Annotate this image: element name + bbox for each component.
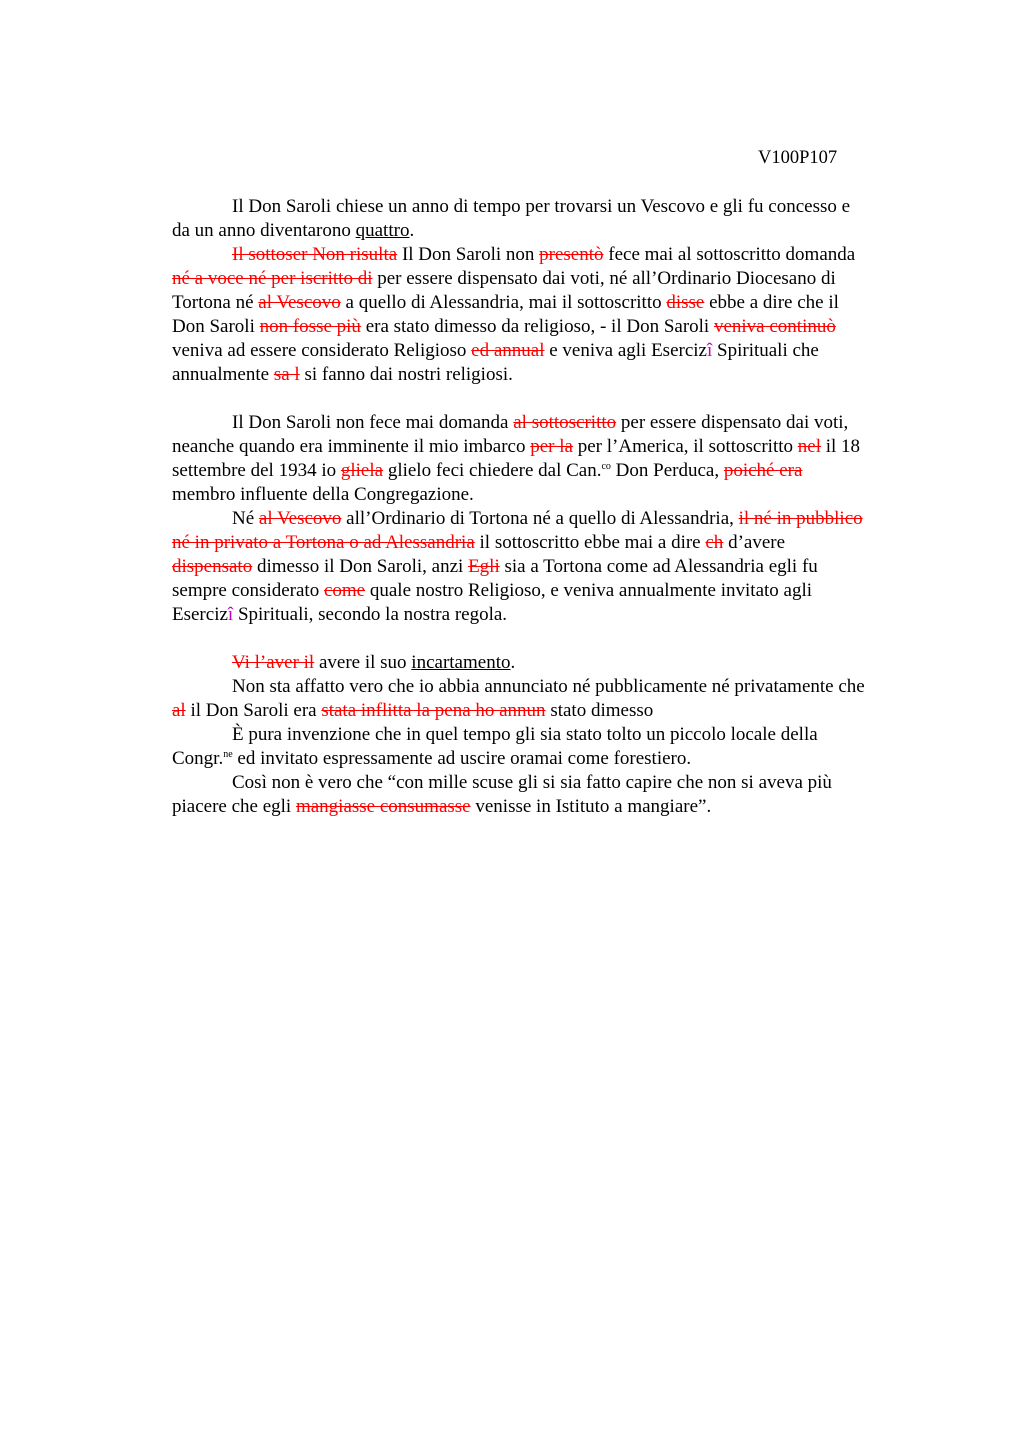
struck-out-text: presentò <box>539 244 604 265</box>
text-segment: per essere dispensato dai voti, né all’Ordinario Diocesano di <box>372 268 836 289</box>
text-line <box>172 459 932 483</box>
text-line <box>172 795 932 819</box>
text-line <box>172 675 932 699</box>
text-segment: stato dimesso <box>545 700 654 721</box>
struck-out-text: nel <box>797 436 821 457</box>
text-line <box>172 747 932 771</box>
text-segment: Non sta affatto vero che io abbia annunciato né pubblicamente né privatamente che <box>232 676 865 697</box>
text-line <box>172 483 932 507</box>
struck-out-text: al <box>172 700 186 721</box>
text-segment: Né <box>232 508 259 529</box>
text-segment: piacere che egli <box>172 796 296 817</box>
text-segment: glielo feci chiedere dal Can. <box>383 460 602 481</box>
text-segment: ed invitato espressamente ad uscire oramai come forestiero. <box>232 748 692 769</box>
struck-out-text: mangiasse consumasse <box>295 796 471 817</box>
struck-out-text: non fosse più <box>259 316 361 337</box>
text-segment: Don Perduca, <box>610 460 724 481</box>
struck-out-text: ch <box>705 532 724 553</box>
text-segment: da un anno diventarono <box>172 220 356 241</box>
text-segment: per essere dispensato dai voti, <box>616 412 849 433</box>
paragraph-spacer <box>172 627 932 651</box>
text-segment: ebbe a dire che il <box>704 292 839 313</box>
superscript-abbreviation: co <box>601 461 611 472</box>
text-line <box>172 435 932 459</box>
struck-out-text: come <box>323 580 366 601</box>
struck-out-text: Egli <box>468 556 500 577</box>
text-line <box>172 771 932 795</box>
text-line <box>172 219 932 243</box>
text-line <box>172 243 932 267</box>
struck-out-text: Il sottoser Non risulta <box>232 244 398 265</box>
text-segment: Il Don Saroli non <box>397 244 540 265</box>
struck-out-text: stata inflitta la pena ho annun <box>321 700 546 721</box>
text-line <box>172 267 932 291</box>
text-segment: e veniva agli Esercizî Spirituali che <box>544 340 819 361</box>
text-segment: Il Don Saroli non fece mai domanda <box>232 412 514 433</box>
text-line <box>172 723 932 747</box>
underlined-text: quattro <box>355 220 410 241</box>
text-line <box>172 363 932 387</box>
text-segment: Don Saroli <box>172 316 260 337</box>
page-identifier: V100P107 <box>758 148 838 168</box>
text-segment: dimesso il Don Saroli, anzi <box>252 556 469 577</box>
struck-out-text: né a voce né per iscritto di <box>172 268 373 289</box>
text-line <box>172 315 932 339</box>
text-segment: membro influente della Congregazione. <box>172 484 474 505</box>
text-segment: sia a Tortona come ad Alessandria egli fu <box>499 556 818 577</box>
text-line <box>172 507 932 531</box>
struck-out-text: disse <box>666 292 705 313</box>
text-segment: era stato dimesso da religioso, - il Don Saroli <box>360 316 714 337</box>
text-line <box>172 699 932 723</box>
text-segment: a quello di Alessandria, mai il sottoscritto <box>340 292 667 313</box>
text-line <box>172 291 932 315</box>
text-line <box>172 339 932 363</box>
paragraph-spacer <box>172 387 932 411</box>
text-segment: il sottoscritto ebbe mai a dire <box>474 532 706 553</box>
struck-out-text: al Vescovo <box>258 508 342 529</box>
underlined-text: incartamento <box>411 652 511 673</box>
text-segment: quale nostro Religioso, e veniva annualmente invitato agli <box>365 580 813 601</box>
text-segment: fece mai al sottoscritto domanda <box>603 244 856 265</box>
text-segment: . <box>409 220 415 241</box>
text-segment: Così non è vero che “con mille scuse gli si sia fatto capire che non si aveva più <box>232 772 832 793</box>
text-segment: veniva ad essere considerato Religioso <box>172 340 472 361</box>
text-line <box>172 579 932 603</box>
struck-out-text: poiché era <box>723 460 803 481</box>
text-segment: per l’America, il sottoscritto <box>572 436 798 457</box>
text-line <box>172 555 932 579</box>
text-line <box>172 603 932 627</box>
text-segment: annualmente <box>172 364 274 385</box>
text-segment: si fanno dai nostri religiosi. <box>299 364 513 385</box>
struck-out-text: al sottoscritto <box>513 412 617 433</box>
struck-out-text: sa l <box>273 364 300 385</box>
struck-out-text: al Vescovo <box>258 292 341 313</box>
text-segment: Esercizî Spirituali, secondo la nostra regola. <box>172 604 508 625</box>
text-segment: settembre del 1934 io <box>172 460 341 481</box>
text-segment: È pura invenzione che in quel tempo gli sia stato tolto un piccolo locale della <box>232 724 818 745</box>
text-segment: neanche quando era imminente il mio imbarco <box>172 436 531 457</box>
text-segment: Tortona né <box>172 292 259 313</box>
text-segment: venisse in Istituto a mangiare”. <box>470 796 712 817</box>
struck-out-text: il né in pubblico <box>738 508 863 529</box>
text-line <box>172 411 932 435</box>
circumflex-mark: î <box>227 604 234 625</box>
text-segment: Il Don Saroli chiese un anno di tempo per trovarsi un Vescovo e gli fu concesso e <box>232 196 851 217</box>
struck-out-text: Vi l’aver il <box>232 652 315 673</box>
document-body <box>172 195 932 819</box>
text-line <box>172 651 932 675</box>
text-segment: Congr. <box>172 748 224 769</box>
text-segment: all’Ordinario di Tortona né a quello di Alessandria, <box>341 508 739 529</box>
struck-out-text: per la <box>530 436 573 457</box>
text-segment: il Don Saroli era <box>185 700 322 721</box>
circumflex-mark: î <box>706 340 713 361</box>
text-segment: . <box>510 652 516 673</box>
text-line <box>172 531 932 555</box>
struck-out-text: gliela <box>340 460 384 481</box>
text-line <box>172 195 932 219</box>
text-segment: avere il suo <box>314 652 412 673</box>
text-segment: sempre considerato <box>172 580 324 601</box>
superscript-abbreviation: ne <box>223 749 233 760</box>
struck-out-text: né in privato a Tortona o ad Alessandria <box>172 532 475 553</box>
struck-out-text: veniva continuò <box>713 316 836 337</box>
text-segment: il 18 <box>820 436 861 457</box>
struck-out-text: dispensato <box>172 556 253 577</box>
struck-out-text: ed annual <box>471 340 545 361</box>
text-segment: d’avere <box>723 532 786 553</box>
